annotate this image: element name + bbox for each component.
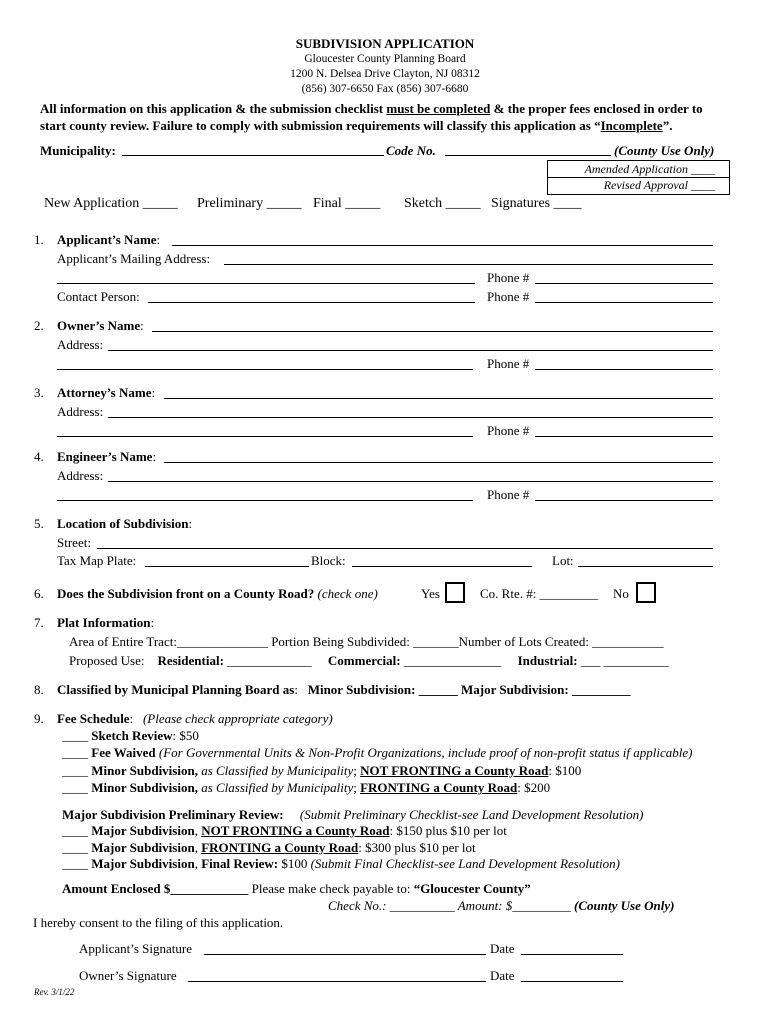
fee-name: Major Subdivision [91,856,195,871]
check-one-note: (check one) [317,586,378,601]
section-number: 8. [34,682,44,697]
classification-row: Classified by Municipal Planning Board as: Minor Subdivision: ______ Major Subdivision: _________ [57,682,631,697]
county-use-label: (County Use Only) [570,898,675,913]
section-number: 7. [34,615,44,630]
fee-condition: FRONTING a County Road [201,840,359,855]
applicant-date-field[interactable] [521,954,623,955]
revision-date: Rev. 3/1/22 [34,987,75,997]
engineer-address-label: Address: [57,468,104,483]
engineer-phone-label: Phone # [487,487,530,502]
owner-phone-field[interactable] [535,369,713,370]
intro-line-1 [40,101,703,117]
applicant-phone-field[interactable] [535,283,713,284]
amended-application: Amended Application ____ [584,162,715,176]
check-number-field[interactable]: Check No.: __________ Amount: $_________ [328,898,571,913]
fee-name: Fee Waived [91,745,156,760]
fee-waived-option[interactable] [62,745,692,761]
fee-amount: : $50 [172,728,199,743]
county-use-label: (County Use Only) [614,143,715,158]
block-label: Block: [311,553,346,568]
yes-checkbox[interactable] [445,582,465,603]
check-blank[interactable]: ____ [62,745,92,760]
attorney-name-label: Attorney’s Name: [57,385,156,400]
owner-address-label: Address: [57,337,104,352]
lot-field[interactable] [578,566,713,567]
fee-name: Sketch Review [91,728,173,743]
label-text: Does the Subdivision front on a County Road? [57,586,315,601]
section-number: 3. [34,385,44,400]
fee-note: (Submit Final Checklist-see Land Development Resolution) [310,856,620,871]
applicant-name-label: Applicant’s Name: [57,232,161,247]
separator: ; [353,780,361,795]
check-blank[interactable]: ____ [62,823,92,838]
fee-condition: FRONTING a County Road [360,780,518,795]
county-route-field[interactable]: Co. Rte. #: _________ [480,586,599,601]
contact-person-label: Contact Person: [57,289,140,304]
county-use-box [547,160,730,195]
section-number: 2. [34,318,44,333]
separator: , [194,840,202,855]
fee-sketch-option[interactable] [62,728,199,744]
intro-text: & the proper fees enclosed in order to [490,101,703,116]
applicant-mailing-label: Applicant’s Mailing Address: [57,251,211,266]
county-road-question [57,586,378,602]
check-blank[interactable]: ____ [62,856,92,871]
attorney-address-field-2[interactable] [57,436,473,437]
owner-date-label: Date [490,968,515,983]
owner-address-field-2[interactable] [57,369,473,370]
applicant-mailing-field-2[interactable] [57,283,475,284]
major-subdivision-field[interactable]: Major Subdivision: _________ [460,682,631,697]
fee-amount: : $300 plus $10 per lot [358,840,476,855]
owner-date-field[interactable] [521,981,623,982]
fee-name: Major Subdivision [91,823,195,838]
intro-text: start county review. Failure to comply with submission requirements will classify this application as “ [40,118,601,133]
industrial-label: Industrial: [517,653,578,668]
location-label: Location of Subdivision: [57,516,193,531]
applicant-signature-field[interactable] [204,954,486,955]
owner-signature-field[interactable] [188,981,486,982]
residential-label: Residential: [157,653,224,668]
amount-enclosed-row [62,881,531,897]
block-field[interactable] [352,566,532,567]
yes-label: Yes [421,586,440,601]
org-name: Gloucester County Planning Board [304,53,466,65]
attorney-phone-label: Phone # [487,423,530,438]
fee-major-not-fronting-option[interactable] [62,823,507,839]
commercial-label: Commercial: [327,653,401,668]
check-blank[interactable]: ____ [62,780,92,795]
industrial-field[interactable]: ___ __________ [577,653,669,668]
contact-phone-field[interactable] [535,302,713,303]
intro-text: All information on this application & the submission checklist [40,101,387,116]
label-text: Location of Subdivision [57,516,189,531]
applicant-name-field[interactable] [172,245,713,246]
no-checkbox[interactable] [636,582,656,603]
tract-area-row[interactable]: Area of Entire Tract:______________ Portion Being Subdivided: _______Number of Lots Created: ___________ [69,634,664,649]
attorney-phone-field[interactable] [535,436,713,437]
engineer-address-field-2[interactable] [57,500,473,501]
fee-condition: NOT FRONTING a County Road [201,823,390,838]
payee-name: “Gloucester County” [413,881,531,896]
section-number: 9. [34,711,44,726]
attorney-address-label: Address: [57,404,104,419]
commercial-field[interactable]: _______________ [400,653,502,668]
tax-map-field[interactable] [145,566,309,567]
label-text: Engineer’s Name [57,449,153,464]
code-no-field[interactable] [445,155,611,156]
label-text: Classified by Municipal Planning Board as [57,682,295,697]
fee-name: Major Subdivision [91,840,195,855]
fee-amount: $100 [278,856,311,871]
fee-note: (Please check appropriate category) [142,711,333,726]
payable-text: Please make check payable to: [248,881,414,896]
revised-approval: Revised Approval ____ [603,178,715,192]
org-phone-fax: (856) 307-6650 Fax (856) 307-6680 [301,83,469,95]
section-number: 1. [34,232,44,247]
signatures-option[interactable]: Signatures ____ [491,196,582,211]
residential-field[interactable]: _____________ [223,653,312,668]
check-blank[interactable]: ____ [62,763,92,778]
section-number: 5. [34,516,44,531]
owner-name-field[interactable] [152,331,713,332]
label-text: Applicant’s Name [57,232,157,247]
tax-map-label: Tax Map Plate: [57,553,137,568]
fee-name: Minor Subdivision, [91,763,198,778]
major-preliminary-heading [62,807,643,823]
lot-label: Lot: [552,553,574,568]
check-blank[interactable]: ____ [62,840,92,855]
intro-text: ”. [662,118,673,133]
fee-amount: : $150 plus $10 per lot [389,823,507,838]
fee-note: (For Governmental Units & Non-Profit Organizations, include proof of non-profit status if applicable) [155,745,693,760]
municipality-field[interactable] [122,155,384,156]
owner-phone-label: Phone # [487,356,530,371]
heading-text: Major Subdivision Preliminary Review: [62,807,284,822]
owner-name-label: Owner’s Name: [57,318,144,333]
form-title: SUBDIVISION APPLICATION [295,36,475,51]
fee-note: as Classified by Municipality [197,763,354,778]
code-no-label: Code No. [386,143,436,158]
label-text: Attorney’s Name [57,385,152,400]
section-number: 6. [34,586,44,601]
no-label: No [613,586,629,601]
attorney-address-field[interactable] [108,417,713,418]
new-application-option[interactable]: New Application _____ [44,196,178,211]
owner-address-field[interactable] [108,350,713,351]
fee-amount: : $200 [517,780,551,795]
org-address: 1200 N. Delsea Drive Clayton, NJ 08312 [290,68,480,80]
engineer-address-field[interactable] [108,481,713,482]
street-label: Street: [57,535,91,550]
label-text: Owner’s Name [57,318,141,333]
street-field[interactable] [97,548,713,549]
owner-signature-label: Owner’s Signature [79,968,177,983]
separator: , [194,856,202,871]
final-option[interactable]: Final _____ [313,196,381,211]
consent-statement: I hereby consent to the filing of this application. [33,915,284,930]
applicant-phone-label: Phone # [487,270,530,285]
minor-subdivision-field[interactable]: Minor Subdivision: ______ [307,682,458,697]
applicant-date-label: Date [490,941,515,956]
plat-info-label: Plat Information: [57,615,155,630]
check-blank[interactable]: ____ [62,728,92,743]
fee-major-fronting-option[interactable] [62,840,476,856]
engineer-name-label: Engineer’s Name: [57,449,157,464]
fee-note: as Classified by Municipality [197,780,354,795]
fee-minor-not-fronting-option[interactable] [62,763,581,779]
contact-phone-label: Phone # [487,289,530,304]
attorney-name-field[interactable] [164,398,713,399]
fee-amount: : $100 [548,763,582,778]
contact-person-field[interactable] [148,302,475,303]
sketch-option[interactable]: Sketch _____ [404,196,481,211]
fee-schedule-label: Fee Schedule: (Please check appropriate category) [57,711,333,726]
fee-condition: NOT FRONTING a County Road [360,763,549,778]
proposed-use-label: Proposed Use: [69,653,145,668]
check-amount-row [328,898,674,914]
intro-emphasis: must be completed [386,101,491,116]
amount-enclosed-field[interactable]: Amount Enclosed $____________ [62,881,249,896]
engineer-name-field[interactable] [164,462,713,463]
applicant-signature-label: Applicant’s Signature [79,941,193,956]
section-number: 4. [34,449,44,464]
intro-line-2 [40,118,672,134]
heading-note: (Submit Preliminary Checklist-see Land Development Resolution) [299,807,644,822]
fee-minor-fronting-option[interactable] [62,780,550,796]
intro-emphasis: Incomplete [600,118,663,133]
municipality-label: Municipality: [40,143,116,158]
engineer-phone-field[interactable] [535,500,713,501]
separator: ; [353,763,361,778]
proposed-use-row [69,653,669,669]
fee-major-final-option[interactable] [62,856,620,872]
fee-condition: Final Review: [201,856,279,871]
fee-name: Minor Subdivision, [91,780,198,795]
preliminary-option[interactable]: Preliminary _____ [197,196,302,211]
label-text: Fee Schedule [57,711,130,726]
separator: , [194,823,202,838]
label-text: Plat Information [57,615,151,630]
applicant-mailing-field[interactable] [224,264,713,265]
